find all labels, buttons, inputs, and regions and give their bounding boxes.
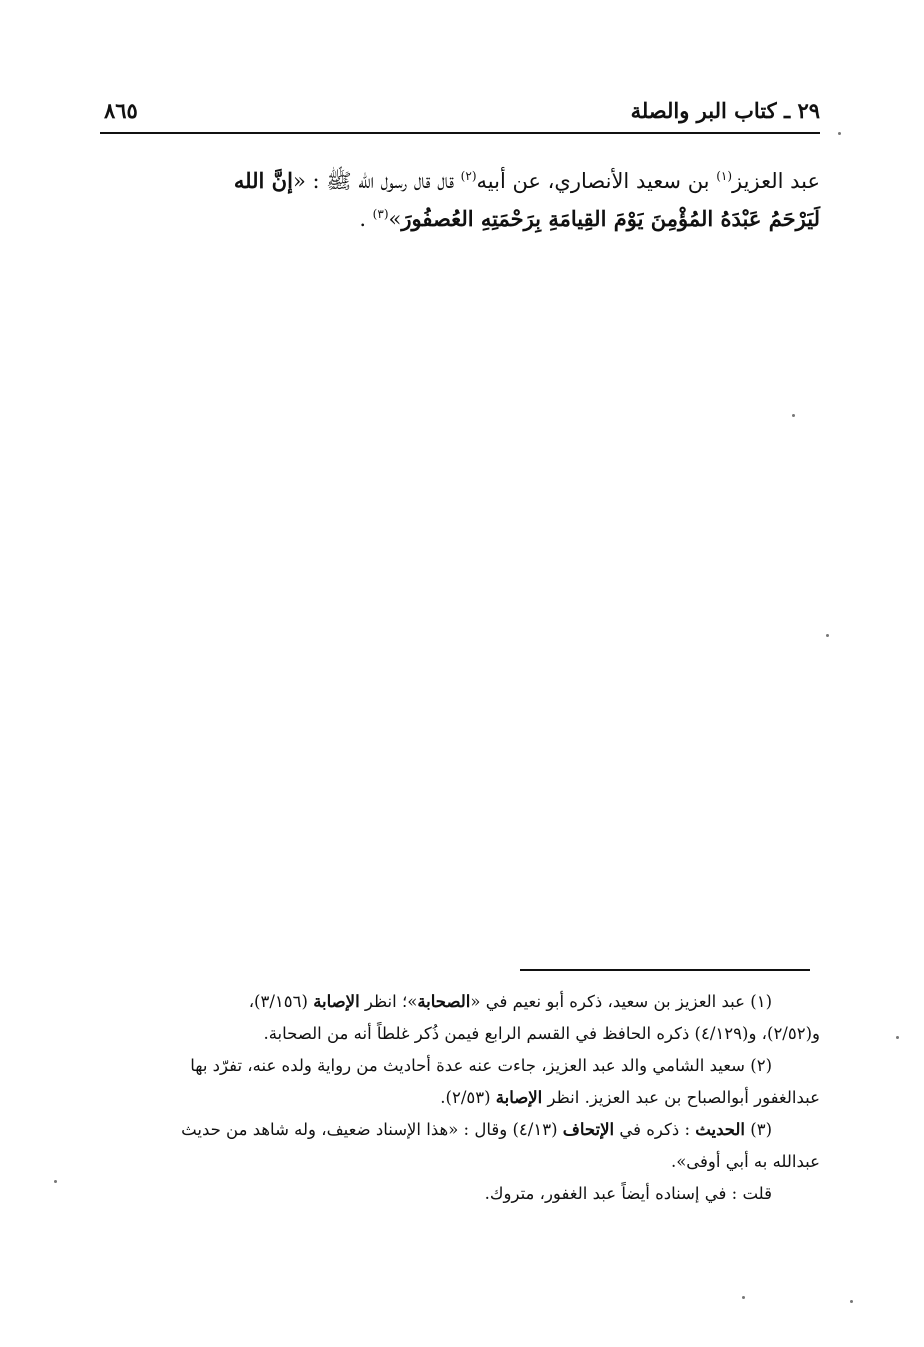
text-run: عبدالغفور أبوالصباح بن عبد العزيز. انظر <box>542 1088 820 1107</box>
scan-speck <box>792 414 795 417</box>
scan-speck <box>742 1296 745 1299</box>
page-number: ٨٦٥ <box>104 98 138 123</box>
quote-close: » <box>388 207 402 231</box>
page-header <box>100 92 820 128</box>
footnote-line <box>100 1018 820 1050</box>
footnote-rule <box>520 969 810 971</box>
main-text-line-1 <box>100 162 820 200</box>
main-text-line-2 <box>100 200 820 238</box>
footnote-line <box>100 1178 820 1210</box>
text-run: »؛ انظر <box>359 992 418 1011</box>
footnote-line <box>100 1082 820 1114</box>
text-run: قلت : في إسناده أيضاً عبد الغفور، متروك. <box>484 1184 772 1203</box>
footnote-3 <box>100 1114 820 1210</box>
text-run: (٤/١٣) وقال : «هذا الإسناد ضعيف، وله شاهد من حديث <box>181 1120 563 1139</box>
book-title: الصحابة <box>417 992 471 1011</box>
header-rule <box>100 132 820 134</box>
full-stop: . <box>359 207 373 231</box>
text-run: عبدالله به أبي أوفى». <box>670 1152 820 1171</box>
footnotes <box>100 986 820 1210</box>
scan-speck <box>896 1036 899 1039</box>
book-title: الإتحاف <box>562 1120 615 1139</box>
running-title: ٢٩ ـ كتاب البر والصلة <box>630 98 820 123</box>
footnote-line <box>100 1050 820 1082</box>
book-title: الإصابة <box>313 992 360 1011</box>
footnote-ref-1: (١) <box>716 169 733 183</box>
footnote-label: الحديث <box>695 1120 745 1139</box>
text-run: و(٢/٥٢)، و(٤/١٢٩) ذكره الحافظ في القسم الرابع فيمن ذُكر غلطاً أنه من الصحابة. <box>263 1024 820 1043</box>
footnote-line <box>100 1146 820 1178</box>
text-run: (٣) <box>745 1120 772 1139</box>
book-title: الإصابة <box>495 1088 543 1107</box>
scan-speck <box>826 634 829 637</box>
footnote-ref-2: (٢) <box>460 169 477 183</box>
footnote-line <box>100 1114 820 1146</box>
text-run: قال قال رسول الله ﷺ : « <box>292 169 461 193</box>
scan-speck <box>850 1300 853 1303</box>
footnote-2 <box>100 1050 820 1114</box>
hadith-text-end: لَيَرْحَمُ عَبْدَهُ المُؤْمِنَ يَوْمَ القِيامَةِ بِرَحْمَتِهِ العُصفُورَ <box>401 206 820 231</box>
text-run: بن سعيد الأنصاري، عن أبيه <box>476 169 717 193</box>
scan-speck <box>838 132 841 135</box>
text-run: عبد العزيز <box>732 169 820 193</box>
text-run: (٣/١٥٦)، <box>248 992 314 1011</box>
footnote-line <box>100 986 820 1018</box>
main-text <box>100 162 820 238</box>
text-run: (٢/٥٣). <box>440 1088 496 1107</box>
hadith-text-start: إنَّ الله <box>233 168 293 193</box>
footnote-1 <box>100 986 820 1050</box>
scan-speck <box>54 1180 57 1183</box>
text-run: : ذكره في <box>614 1120 696 1139</box>
footnote-ref-3: (٣) <box>372 207 389 221</box>
text-run: (١) عبد العزيز بن سعيد، ذكره أبو نعيم في « <box>470 992 772 1011</box>
text-run: (٢) سعيد الشامي والد عبد العزيز، جاءت عنه عدة أحاديث من رواية ولده عنه، تفرّد بها <box>190 1056 772 1075</box>
